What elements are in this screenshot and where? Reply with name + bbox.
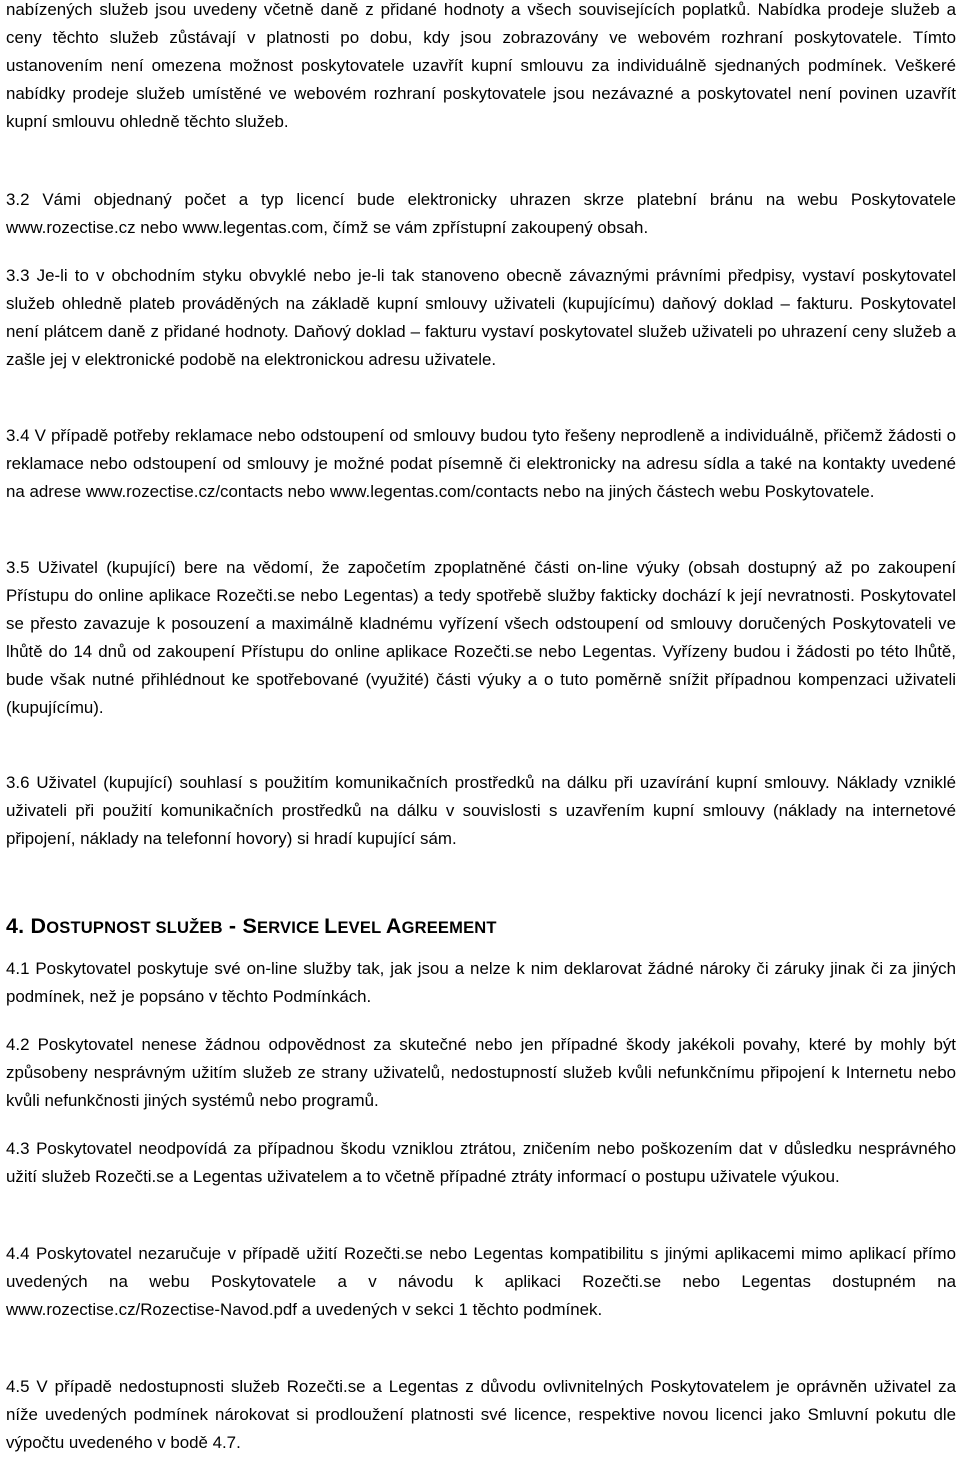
paragraph-3-4: 3.4 V případě potřeby reklamace nebo odstoupení od smlouvy budou tyto řešeny neprodleně a individuálně, přičemž žádosti o reklamace nebo odstoupení od smlouvy je možné podat písemně či elektronicky na adresu sídla a také na kontakty uvedené na adrese www.rozectise.cz/contacts nebo www.legentas.com/contacts nebo na jiných částech webu Poskytovatele. [6, 426, 956, 501]
paragraph-3-6: 3.6 Uživatel (kupující) souhlasí s použitím komunikačních prostředků na dálku při uzavírání kupní smlouvy. Náklady vzniklé uživateli při použití komunikačních prostředků na dálku v souvislosti s uzavřením kupní smlouvy (náklady na internetové připojení, náklady na telefonní hovory) si hradí kupující sám. [6, 773, 956, 848]
paragraph-3-1-continued: nabízených služeb jsou uvedeny včetně daně z přidané hodnoty a všech souvisejících poplatků. Nabídka prodeje služeb a ceny těchto služeb zůstávají v platnosti po dobu, kdy jsou zobrazovány ve webovém rozhraní poskytovatele. Tímto ustanovením není omezena možnost poskytovatele uzavřít kupní smlouvu za individuálně sjednaných podmínek. Veškeré nabídky prodeje služeb umístěné ve webovém rozhraní poskytovatele jsou nezávazné a poskytovatel není povinen uzavřít kupní smlouvu ohledně těchto služeb. [6, 0, 956, 131]
section-number: 4. [6, 914, 31, 938]
section-heading-4: 4. DOSTUPNOST SLUŽEB - SERVICE LEVEL AGREEMENT [6, 914, 497, 938]
paragraph-4-1: 4.1 Poskytovatel poskytuje své on-line služby tak, jak jsou a nelze k nim deklarovat žádné nároky či záruky jinak či za jiných podmínek, než je popsáno v těchto Podmínkách. [6, 959, 956, 1006]
paragraph-3-3: 3.3 Je-li to v obchodním styku obvyklé nebo je-li tak stanoveno obecně závaznými právními předpisy, vystaví poskytovatel služeb ohledně plateb prováděných na základě kupní smlouvy uživateli (kupujícímu) daňový doklad – fakturu. Poskytovatel není plátcem daně z přidané hodnoty. Daňový doklad – fakturu vystaví poskytovatel služeb uživateli po uhrazení ceny služeb a zašle jej v elektronické podobě na elektronickou adresu uživatele. [6, 266, 956, 369]
paragraph-3-2: 3.2 Vámi objednaný počet a typ licencí bude elektronicky uhrazen skrze platební bránu na webu Poskytovatele www.rozectise.cz nebo www.legentas.com, čímž se vám zpřístupní zakoupený obsah. [6, 190, 956, 237]
paragraph-3-5: 3.5 Uživatel (kupující) bere na vědomí, že započetím zpoplatněné části on-line výuky (obsah dostupný až po zakoupení Přístupu do online aplikace Rozečti.se nebo Legentas) a tedy spotřebě služby fakticky dochází k její nevratnosti. Poskytovatel se přesto zavazuje k posouzení a maximálně kladnému vyřízení všech odstoupení od smlouvy doručených Poskytovateli ve lhůtě do 14 dnů od zakoupení Přístupu do online aplikace Rozečti.se nebo Legentas. Vyřízeny budou i žádosti po této lhůtě, bude však nutné přihlédnout ke spotřebované (využité) části výuky a o tuto poměrně snížit případnou kompenzaci uživateli (kupujícímu). [6, 558, 956, 717]
paragraph-4-4: 4.4 Poskytovatel nezaručuje v případě užití Rozečti.se nebo Legentas kompatibilitu s jinými aplikacemi mimo aplikací přímo uvedených na webu Poskytovatele a v návodu k aplikaci Rozečti.se nebo Legentas dostupném na www.rozectise.cz/Rozectise-Navod.pdf a uvedených v sekci 1 těchto podmínek. [6, 1244, 956, 1319]
paragraph-4-5: 4.5 V případě nedostupnosti služeb Rozečti.se a Legentas z důvodu ovlivnitelných Poskytovatelem je oprávněn uživatel za níže uvedených podmínek nárokovat si prodloužení platnosti své licence, respektive novou licenci jako Smluvní pokutu dle výpočtu uvedeného v bodě 4.7. [6, 1377, 956, 1452]
paragraph-4-3: 4.3 Poskytovatel neodpovídá za případnou škodu vzniklou ztrátou, zničením nebo poškozením dat v důsledku nesprávného užití služeb Rozečti.se a Legentas uživatelem a to včetně případné ztráty informací o postupu uživatele výukou. [6, 1139, 956, 1186]
paragraph-4-2: 4.2 Poskytovatel nenese žádnou odpovědnost za skutečné nebo jen případné škody jakékoli povahy, které by mohly být způsobeny nesprávným užitím služeb ze strany uživatelů, nedostupností služeb kvůli nefunkčnímu připojení k Internetu nebo kvůli nefunkčnosti jiných systémů nebo programů. [6, 1035, 956, 1110]
